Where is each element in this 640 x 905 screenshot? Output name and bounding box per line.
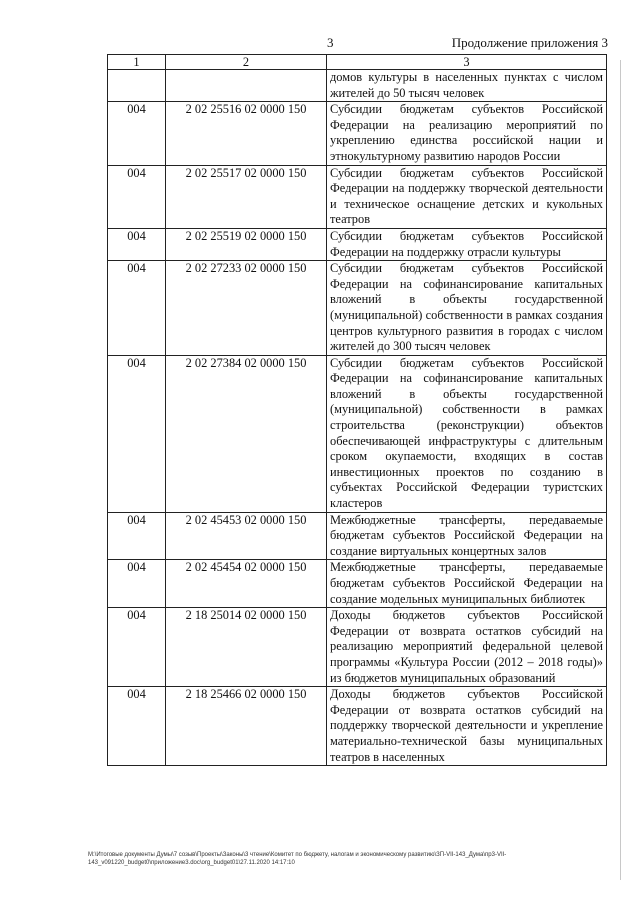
table-row	[108, 608, 607, 687]
description-cell: Субсидии бюджетам субъектов Российской Федерации на софинансирование капитальных вложений в объекты государственной (муниципальной) собственности в рамках строительства (реконструкции) объектов обеспечивающей инфраструктуры с длительным сроком окупаемости, входящих в состав инвестиционных проектов по созданию в субъектах Российской Федерации туристских кластеров	[327, 355, 607, 512]
description-cell: Межбюджетные трансферты, передаваемые бюджетам субъектов Российской Федерации на создание виртуальных концертных залов	[327, 512, 607, 560]
admin-code-cell: 004	[108, 355, 166, 512]
table-row	[108, 228, 607, 260]
budget-code-cell: 2 02 27233 02 0000 150	[166, 261, 327, 356]
description-cell: Субсидии бюджетам субъектов Российской Федерации на поддержку творческой деятельности и техническое оснащение детских и кукольных театров	[327, 165, 607, 228]
table-row	[108, 261, 607, 356]
admin-code-cell: 004	[108, 608, 166, 687]
page-number: 3	[327, 35, 334, 50]
table-row	[108, 560, 607, 608]
admin-code-cell: 004	[108, 102, 166, 165]
description-cell: Доходы бюджетов субъектов Российской Федерации от возврата остатков субсидий на реализацию мероприятий федеральной целевой программы «Культура России (2012 – 2018 годы)» из бюджетов муниципальных образований	[327, 608, 607, 687]
table-row	[108, 165, 607, 228]
column-header: 2	[166, 55, 327, 70]
description-cell: Субсидии бюджетам субъектов Российской Федерации на поддержку отрасли культуры	[327, 228, 607, 260]
description-cell: Субсидии бюджетам субъектов Российской Федерации на софинансирование капитальных вложений в объекты государственной (муниципальной) собственности в рамках создания центров культурного развития в городах с числом жителей до 300 тысяч человек	[327, 261, 607, 356]
admin-code-cell: 004	[108, 512, 166, 560]
description-cell: Межбюджетные трансферты, передаваемые бюджетам субъектов Российской Федерации на создание модельных муниципальных библиотек	[327, 560, 607, 608]
description-cell: Субсидии бюджетам субъектов Российской Федерации на реализацию мероприятий по укреплению единства российской нации и этнокультурному развитию народов России	[327, 102, 607, 165]
budget-code-cell: 2 02 25519 02 0000 150	[166, 228, 327, 260]
admin-code-cell: 004	[108, 261, 166, 356]
table-row	[108, 355, 607, 512]
budget-code-cell: 2 02 45453 02 0000 150	[166, 512, 327, 560]
description-cell: Доходы бюджетов субъектов Российской Федерации от возврата остатков субсидий на поддержку творческой деятельности и укрепление материально-технической базы муниципальных театров в населенных	[327, 687, 607, 766]
admin-code-cell	[108, 70, 166, 102]
budget-code-cell: 2 02 27384 02 0000 150	[166, 355, 327, 512]
admin-code-cell: 004	[108, 228, 166, 260]
budget-code-cell: 2 02 25517 02 0000 150	[166, 165, 327, 228]
table-row	[108, 102, 607, 165]
scan-edge-line	[620, 60, 621, 880]
table-header-row	[108, 55, 607, 70]
continuation-label: Продолжение приложения 3	[451, 35, 608, 50]
budget-code-cell: 2 18 25014 02 0000 150	[166, 608, 327, 687]
table-row	[108, 687, 607, 766]
budget-code-cell: 2 02 45454 02 0000 150	[166, 560, 327, 608]
file-path-footer: М:\Итоговые документы Думы\7 созыв\Проекты\Законы\3 чтение\Комитет по бюджету, налогам и экономическому развитию\ЗП-VII-143_Дума\пр3-VII-143_v091220_budget0\приложение3.doc\org_budget01\27.11.2020 14:17:10	[88, 852, 507, 866]
table-row	[108, 70, 607, 102]
column-header: 1	[108, 55, 166, 70]
revenue-codes-table	[107, 54, 607, 766]
admin-code-cell: 004	[108, 165, 166, 228]
budget-code-cell: 2 02 25516 02 0000 150	[166, 102, 327, 165]
budget-code-cell: 2 18 25466 02 0000 150	[166, 687, 327, 766]
table-row	[108, 512, 607, 560]
description-cell: домов культуры в населенных пунктах с числом жителей до 50 тысяч человек	[327, 70, 607, 102]
admin-code-cell: 004	[108, 560, 166, 608]
budget-code-cell	[166, 70, 327, 102]
admin-code-cell: 004	[108, 687, 166, 766]
column-header: 3	[327, 55, 607, 70]
